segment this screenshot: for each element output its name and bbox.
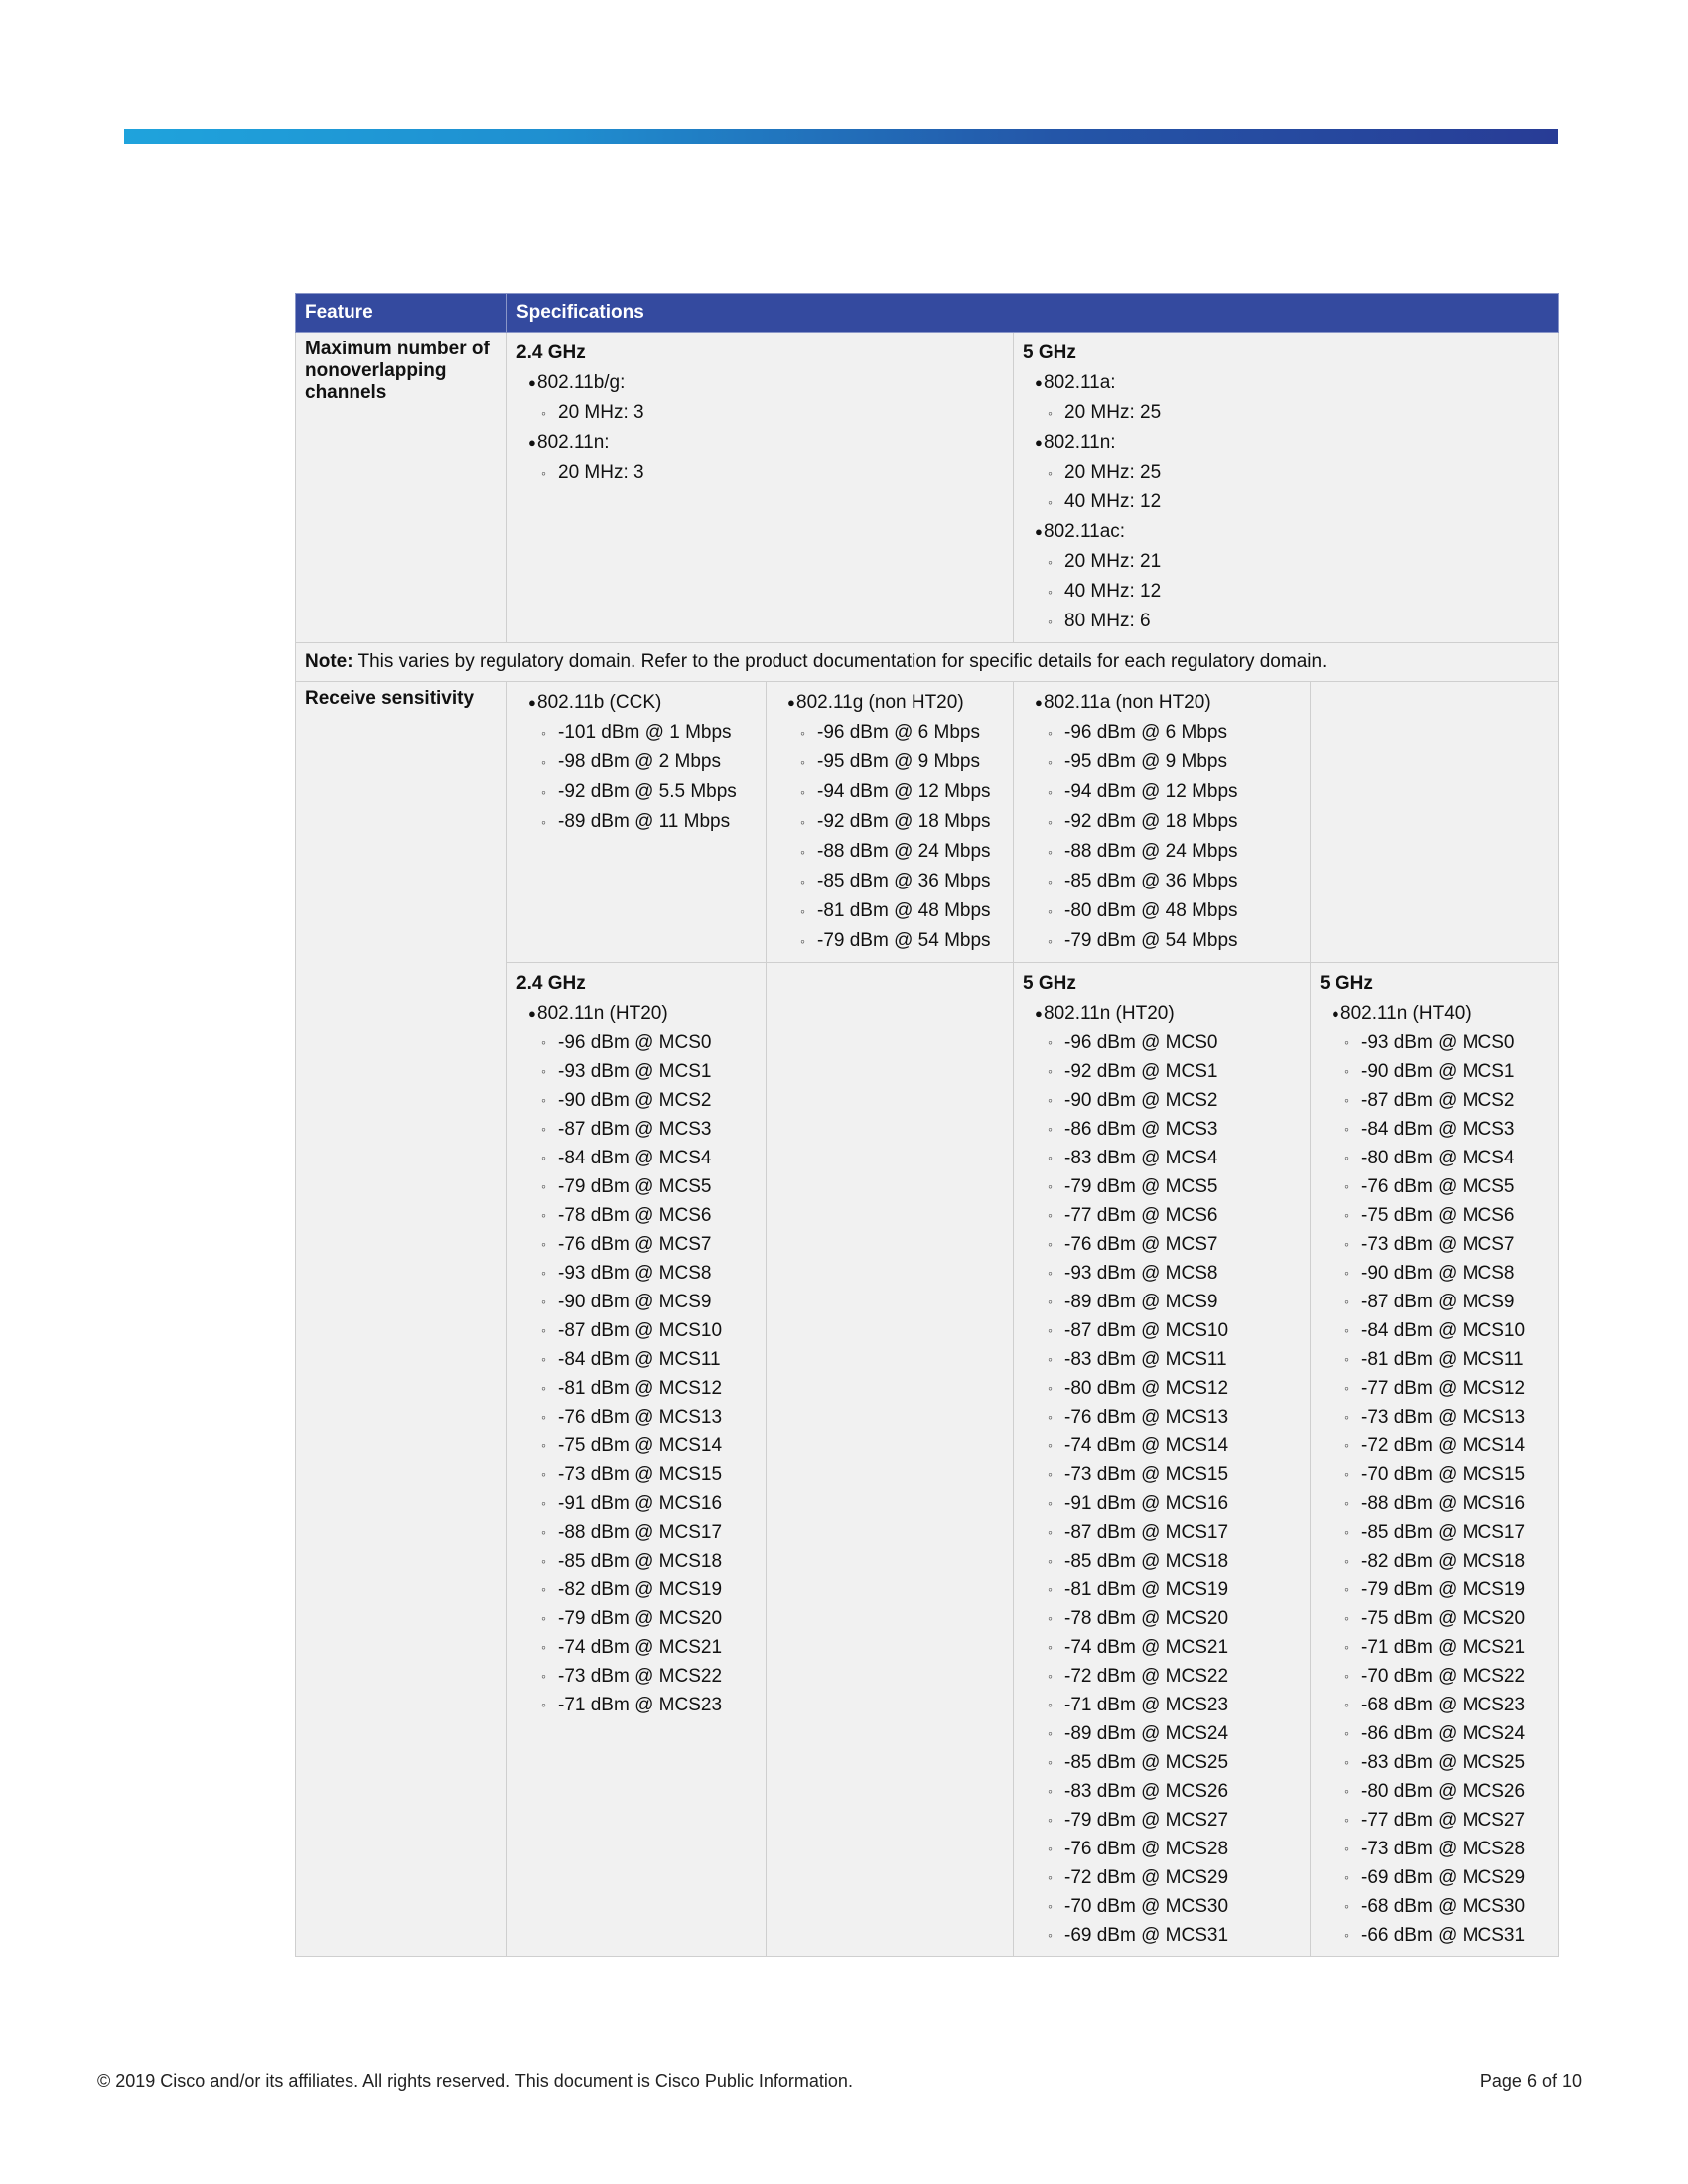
list-item — [516, 428, 1004, 487]
channels-24ghz-cell — [507, 333, 1014, 643]
sub-list-item: ◦ -81 dBm @ MCS19 — [1044, 1575, 1301, 1604]
table-header-row — [296, 294, 1559, 333]
list-item — [516, 368, 1004, 428]
sub-list-item: ◦ -73 dBm @ MCS28 — [1340, 1835, 1549, 1863]
sub-list-item: ◦ -88 dBm @ MCS17 — [537, 1518, 757, 1547]
band-label-5ghz-ht20: 5 GHz — [1023, 973, 1076, 994]
sub-list-item: ◦ -90 dBm @ MCS2 — [1044, 1086, 1301, 1115]
sub-list-item: ◦ -85 dBm @ MCS18 — [1044, 1547, 1301, 1575]
table-row-note — [296, 643, 1559, 682]
list-item-label: 802.11a (non HT20) — [1044, 692, 1211, 713]
sub-list — [1044, 398, 1549, 428]
sub-list-item: ◦ -92 dBm @ 18 Mbps — [796, 807, 1004, 837]
sub-list-item: ◦ -86 dBm @ MCS3 — [1044, 1115, 1301, 1144]
sens-11g-cell — [767, 682, 1014, 963]
sub-list-item: ◦ -85 dBm @ 36 Mbps — [1044, 867, 1301, 896]
sub-list-item: ◦ -93 dBm @ MCS1 — [537, 1057, 757, 1086]
sub-list-item: ◦ -70 dBm @ MCS22 — [1340, 1662, 1549, 1691]
list-item — [1023, 368, 1549, 428]
sub-list — [796, 718, 1004, 956]
sub-list-item: ◦ -81 dBm @ MCS12 — [537, 1374, 757, 1403]
sub-list-item: ◦ -82 dBm @ MCS18 — [1340, 1547, 1549, 1575]
sub-list-item: ◦ -86 dBm @ MCS24 — [1340, 1719, 1549, 1748]
sub-list-item: ◦ -78 dBm @ MCS20 — [1044, 1604, 1301, 1633]
sens-n24-ht20-cell — [507, 963, 767, 1957]
sub-list-item: ◦ -83 dBm @ MCS26 — [1044, 1777, 1301, 1806]
list-item — [516, 999, 757, 1719]
sub-list-item: ◦ -78 dBm @ MCS6 — [537, 1201, 757, 1230]
sub-list-item: ◦ -96 dBm @ 6 Mbps — [796, 718, 1004, 748]
sub-list — [537, 1028, 757, 1719]
note-label: Note: — [305, 651, 353, 672]
regulatory-note — [296, 643, 1559, 682]
sub-list-item: ◦ -81 dBm @ 48 Mbps — [796, 896, 1004, 926]
sub-list-item: ◦ -84 dBm @ MCS10 — [1340, 1316, 1549, 1345]
sub-list-item: ◦ -88 dBm @ MCS16 — [1340, 1489, 1549, 1518]
sub-list-item: ◦ -93 dBm @ MCS8 — [537, 1259, 757, 1288]
list-item-label: 802.11n: — [537, 432, 610, 453]
sub-list — [1044, 718, 1301, 956]
channels-24ghz-list — [516, 368, 1004, 487]
sub-list-item: ◦ -83 dBm @ MCS11 — [1044, 1345, 1301, 1374]
sub-list-item: ◦ -73 dBm @ MCS22 — [537, 1662, 757, 1691]
feature-channels: Maximum number of nonoverlapping channels — [296, 333, 507, 643]
note-text: This varies by regulatory domain. Refer to the product documentation for specific details for each regulatory domain. — [352, 651, 1328, 672]
top-accent-bar — [124, 129, 1558, 144]
sub-list-item: ◦ -82 dBm @ MCS19 — [537, 1575, 757, 1604]
sub-list-item: ◦ -96 dBm @ MCS0 — [537, 1028, 757, 1057]
sub-list-item: ◦ -80 dBm @ MCS4 — [1340, 1144, 1549, 1172]
sub-list-item: ◦ -87 dBm @ MCS3 — [537, 1115, 757, 1144]
sub-list-item: ◦ -90 dBm @ MCS1 — [1340, 1057, 1549, 1086]
sub-list — [537, 458, 1004, 487]
header-specifications: Specifications — [507, 294, 1559, 333]
sub-list-item: ◦ 40 MHz: 12 — [1044, 577, 1549, 607]
sens-empty-middle-cell — [767, 963, 1014, 1957]
list-item — [1320, 999, 1549, 1950]
list-item — [775, 688, 1004, 956]
list-item-label: 802.11b/g: — [537, 372, 626, 393]
sub-list — [537, 718, 757, 837]
list-item — [1023, 428, 1549, 517]
list-item — [1023, 999, 1301, 1950]
sub-list-item: ◦ -72 dBm @ MCS29 — [1044, 1863, 1301, 1892]
sens-11g-list — [775, 688, 1004, 956]
sub-list-item: ◦ -93 dBm @ MCS8 — [1044, 1259, 1301, 1288]
list-item — [516, 688, 757, 837]
sens-11a-list — [1023, 688, 1301, 956]
sub-list-item: ◦ -89 dBm @ MCS9 — [1044, 1288, 1301, 1316]
sub-list-item: ◦ -98 dBm @ 2 Mbps — [537, 748, 757, 777]
sub-list-item: ◦ -79 dBm @ MCS5 — [537, 1172, 757, 1201]
sens-11b-list — [516, 688, 757, 837]
sub-list-item: ◦ -91 dBm @ MCS16 — [1044, 1489, 1301, 1518]
sub-list-item: ◦ -77 dBm @ MCS27 — [1340, 1806, 1549, 1835]
sub-list-item: ◦ -80 dBm @ MCS26 — [1340, 1777, 1549, 1806]
sub-list-item: ◦ -79 dBm @ 54 Mbps — [796, 926, 1004, 956]
header-feature: Feature — [296, 294, 507, 333]
band-label-5ghz: 5 GHz — [1023, 342, 1076, 363]
sub-list-item: ◦ -71 dBm @ MCS23 — [537, 1691, 757, 1719]
sub-list-item: ◦ -96 dBm @ 6 Mbps — [1044, 718, 1301, 748]
sub-list-item: ◦ -73 dBm @ MCS13 — [1340, 1403, 1549, 1432]
sub-list-item: ◦ -88 dBm @ 24 Mbps — [796, 837, 1004, 867]
sub-list-item: ◦ -69 dBm @ MCS31 — [1044, 1921, 1301, 1950]
sub-list-item: ◦ -68 dBm @ MCS30 — [1340, 1892, 1549, 1921]
sub-list-item: ◦ -79 dBm @ MCS27 — [1044, 1806, 1301, 1835]
channels-5ghz-cell — [1014, 333, 1559, 643]
sub-list-item: ◦ -70 dBm @ MCS30 — [1044, 1892, 1301, 1921]
feature-receive-sensitivity: Receive sensitivity — [296, 682, 507, 1957]
sub-list-item: ◦ -73 dBm @ MCS15 — [537, 1460, 757, 1489]
sens-empty-cell — [1311, 682, 1559, 963]
sub-list-item: ◦ -87 dBm @ MCS2 — [1340, 1086, 1549, 1115]
sub-list — [1044, 1028, 1301, 1950]
sub-list-item: ◦ -85 dBm @ MCS17 — [1340, 1518, 1549, 1547]
sub-list-item: ◦ -95 dBm @ 9 Mbps — [1044, 748, 1301, 777]
band-label-24ghz-ht20: 2.4 GHz — [516, 973, 586, 994]
sub-list-item: ◦ -77 dBm @ MCS6 — [1044, 1201, 1301, 1230]
specifications-table — [295, 293, 1559, 1957]
sens-n5-ht40-cell — [1311, 963, 1559, 1957]
list-item-label: 802.11g (non HT20) — [796, 692, 964, 713]
list-item-label: 802.11n (HT40) — [1340, 1003, 1472, 1024]
sub-list-item: ◦ 20 MHz: 3 — [537, 458, 1004, 487]
list-item-label: 802.11a: — [1044, 372, 1116, 393]
sub-list-item: ◦ -75 dBm @ MCS6 — [1340, 1201, 1549, 1230]
sub-list-item: ◦ -72 dBm @ MCS14 — [1340, 1432, 1549, 1460]
sub-list-item: ◦ -83 dBm @ MCS4 — [1044, 1144, 1301, 1172]
sub-list-item: ◦ -85 dBm @ 36 Mbps — [796, 867, 1004, 896]
sub-list-item: ◦ -92 dBm @ MCS1 — [1044, 1057, 1301, 1086]
sens-n24-ht20-list — [516, 999, 757, 1719]
list-item-label: 802.11b (CCK) — [537, 692, 662, 713]
sub-list-item: ◦ -77 dBm @ MCS12 — [1340, 1374, 1549, 1403]
sub-list-item: ◦ 20 MHz: 25 — [1044, 398, 1549, 428]
sub-list-item: ◦ -73 dBm @ MCS7 — [1340, 1230, 1549, 1259]
sub-list-item: ◦ -74 dBm @ MCS21 — [537, 1633, 757, 1662]
footer-page-number: Page 6 of 10 — [1479, 2071, 1582, 2091]
sub-list-item: ◦ -71 dBm @ MCS21 — [1340, 1633, 1549, 1662]
sub-list-item: ◦ -80 dBm @ 48 Mbps — [1044, 896, 1301, 926]
sub-list-item: ◦ -85 dBm @ MCS18 — [537, 1547, 757, 1575]
sub-list-item: ◦ -87 dBm @ MCS17 — [1044, 1518, 1301, 1547]
sub-list-item: ◦ -89 dBm @ 11 Mbps — [537, 807, 757, 837]
sub-list-item: ◦ -79 dBm @ MCS19 — [1340, 1575, 1549, 1604]
list-item-label: 802.11n: — [1044, 432, 1116, 453]
table-row-channels — [296, 333, 1559, 643]
sub-list — [1044, 458, 1549, 517]
sens-n5-ht40-list — [1320, 999, 1549, 1950]
sub-list-item: ◦ -68 dBm @ MCS23 — [1340, 1691, 1549, 1719]
sub-list-item: ◦ -88 dBm @ 24 Mbps — [1044, 837, 1301, 867]
sub-list-item: ◦ -70 dBm @ MCS15 — [1340, 1460, 1549, 1489]
sub-list-item: ◦ -87 dBm @ MCS9 — [1340, 1288, 1549, 1316]
sub-list-item: ◦ -75 dBm @ MCS20 — [1340, 1604, 1549, 1633]
sub-list-item: ◦ -74 dBm @ MCS14 — [1044, 1432, 1301, 1460]
sub-list-item: ◦ -87 dBm @ MCS10 — [537, 1316, 757, 1345]
list-item-label: 802.11n (HT20) — [1044, 1003, 1175, 1024]
sens-n5-ht20-list — [1023, 999, 1301, 1950]
sub-list-item: ◦ -87 dBm @ MCS10 — [1044, 1316, 1301, 1345]
sub-list-item: ◦ -79 dBm @ MCS20 — [537, 1604, 757, 1633]
sub-list-item: ◦ -95 dBm @ 9 Mbps — [796, 748, 1004, 777]
sub-list-item: ◦ -79 dBm @ MCS5 — [1044, 1172, 1301, 1201]
list-item-label: 802.11n (HT20) — [537, 1003, 668, 1024]
sub-list-item: ◦ -84 dBm @ MCS3 — [1340, 1115, 1549, 1144]
sub-list-item: ◦ -94 dBm @ 12 Mbps — [796, 777, 1004, 807]
sub-list-item: ◦ -92 dBm @ 18 Mbps — [1044, 807, 1301, 837]
sub-list-item: ◦ 80 MHz: 6 — [1044, 607, 1549, 636]
sub-list-item: ◦ -73 dBm @ MCS15 — [1044, 1460, 1301, 1489]
sub-list-item: ◦ -76 dBm @ MCS13 — [537, 1403, 757, 1432]
sub-list-item: ◦ -72 dBm @ MCS22 — [1044, 1662, 1301, 1691]
sub-list-item: ◦ -76 dBm @ MCS28 — [1044, 1835, 1301, 1863]
sub-list-item: ◦ -90 dBm @ MCS9 — [537, 1288, 757, 1316]
sub-list-item: ◦ -93 dBm @ MCS0 — [1340, 1028, 1549, 1057]
sens-11b-cell — [507, 682, 767, 963]
footer-copyright: © 2019 Cisco and/or its affiliates. All rights reserved. This document is Cisco Public Information. — [97, 2071, 853, 2091]
sub-list-item: ◦ -85 dBm @ MCS25 — [1044, 1748, 1301, 1777]
table-row-sensitivity-legacy — [296, 682, 1559, 963]
sub-list — [537, 398, 1004, 428]
sub-list-item: ◦ -79 dBm @ 54 Mbps — [1044, 926, 1301, 956]
sub-list-item: ◦ -90 dBm @ MCS8 — [1340, 1259, 1549, 1288]
list-item — [1023, 688, 1301, 956]
sub-list-item: ◦ 20 MHz: 21 — [1044, 547, 1549, 577]
sub-list-item: ◦ -76 dBm @ MCS7 — [1044, 1230, 1301, 1259]
sub-list-item: ◦ -94 dBm @ 12 Mbps — [1044, 777, 1301, 807]
list-item-label: 802.11ac: — [1044, 521, 1126, 542]
sub-list-item: ◦ -81 dBm @ MCS11 — [1340, 1345, 1549, 1374]
sub-list-item: ◦ -83 dBm @ MCS25 — [1340, 1748, 1549, 1777]
sub-list-item: ◦ 40 MHz: 12 — [1044, 487, 1549, 517]
sub-list-item: ◦ 20 MHz: 3 — [537, 398, 1004, 428]
sub-list-item: ◦ -84 dBm @ MCS4 — [537, 1144, 757, 1172]
sub-list-item: ◦ -92 dBm @ 5.5 Mbps — [537, 777, 757, 807]
sub-list — [1340, 1028, 1549, 1950]
sub-list-item: ◦ -90 dBm @ MCS2 — [537, 1086, 757, 1115]
list-item — [1023, 517, 1549, 636]
sub-list-item: ◦ -76 dBm @ MCS5 — [1340, 1172, 1549, 1201]
sub-list-item: ◦ -76 dBm @ MCS13 — [1044, 1403, 1301, 1432]
channels-5ghz-list — [1023, 368, 1549, 636]
sub-list-item: ◦ -84 dBm @ MCS11 — [537, 1345, 757, 1374]
sens-11a-cell — [1014, 682, 1311, 963]
sub-list-item: ◦ 20 MHz: 25 — [1044, 458, 1549, 487]
sub-list-item: ◦ -74 dBm @ MCS21 — [1044, 1633, 1301, 1662]
sub-list — [1044, 547, 1549, 636]
sub-list-item: ◦ -89 dBm @ MCS24 — [1044, 1719, 1301, 1748]
band-label-5ghz-ht40: 5 GHz — [1320, 973, 1373, 994]
sub-list-item: ◦ -96 dBm @ MCS0 — [1044, 1028, 1301, 1057]
sub-list-item: ◦ -101 dBm @ 1 Mbps — [537, 718, 757, 748]
sub-list-item: ◦ -69 dBm @ MCS29 — [1340, 1863, 1549, 1892]
sub-list-item: ◦ -80 dBm @ MCS12 — [1044, 1374, 1301, 1403]
sub-list-item: ◦ -66 dBm @ MCS31 — [1340, 1921, 1549, 1950]
sens-n5-ht20-cell — [1014, 963, 1311, 1957]
sub-list-item: ◦ -71 dBm @ MCS23 — [1044, 1691, 1301, 1719]
sub-list-item: ◦ -75 dBm @ MCS14 — [537, 1432, 757, 1460]
sub-list-item: ◦ -91 dBm @ MCS16 — [537, 1489, 757, 1518]
band-label-24ghz: 2.4 GHz — [516, 342, 586, 363]
sub-list-item: ◦ -76 dBm @ MCS7 — [537, 1230, 757, 1259]
